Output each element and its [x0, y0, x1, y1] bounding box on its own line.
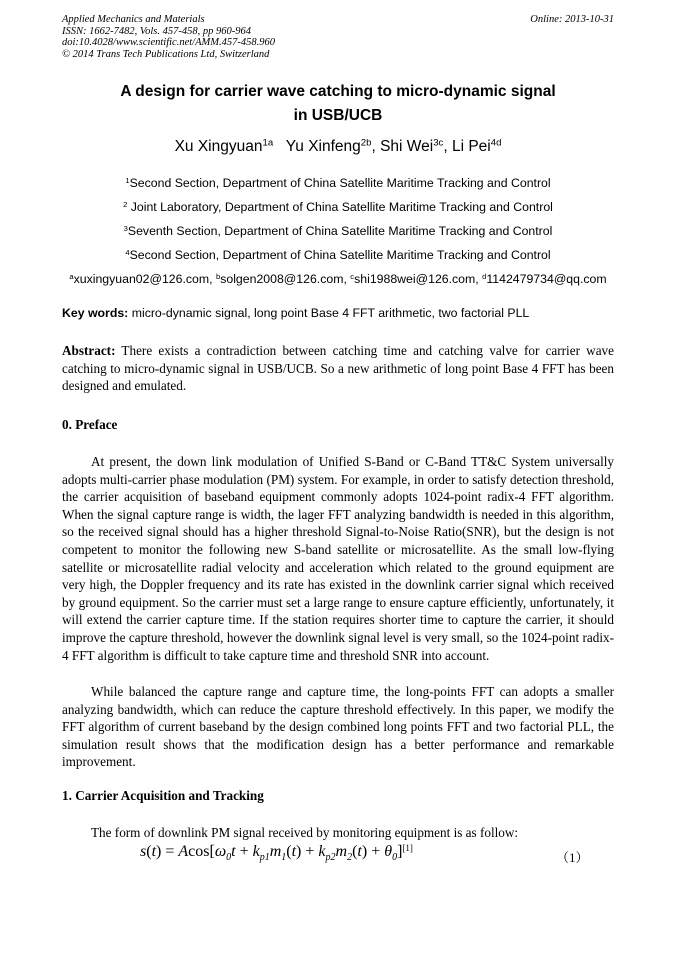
author: Xu Xingyuan$^{1a}$: [174, 137, 274, 155]
abstract-text: There exists a contradiction between catching time and catching valve for carrier wave catching to micro-dynamic signal in USB/UCB. So a new arithmetic of long point Base 4 FFT has been designed and emulated.: [62, 343, 614, 394]
online-date: Online: 2013-10-31: [530, 14, 614, 25]
issn-line: ISSN: 1662-7482, Vols. 457-458, pp 960-964: [62, 25, 251, 37]
section-heading-carrier: 1. Carrier Acquisition and Tracking: [62, 788, 264, 803]
paragraph: At present, the down link modulation of Unified S-Band or C-Band TT&C System universally adopts multi-carrier phase modulation (PM) system. For example, in order to satisfy detection threshold, the carrier acquisition of baseband equipment commonly adopts 1024-point radix-4 FFT algorithm. When the signal capture range is width, the lager FFT analyzing bandwidth is needed in this algorithm, so the received signal should has a higher threshold Signal-to-Noise Ratio(SNR), but the design is not competent to monitor the following new S-band satellite or microsatellite. As the small low-flying satellite or microsatellite radial velocity and acceleration which related to the ground equipment are very high, the Doppler frequency and its rate has existed in the downlink carrier signal which received by ground equipment. So the carrier must set a large range to ensure capture efficiently, unfortunately, it will extend the carrier capture time. If the station requires shorter time to capture the carrier, it should improve the capture threshold, however the downlink signal level is very small, so the 1024-point radix-4 FFT algorithm is difficult to take capture time and threshold SNR into account.: [62, 454, 614, 663]
paper-title: [62, 80, 614, 128]
keywords: [62, 306, 614, 320]
affiliation-4: $^4$Second Section, Department of China Satellite Maritime Tracking and Control: [125, 247, 551, 262]
keywords-text: micro-dynamic signal, long point Base 4 FFT arithmetic, two factorial PLL: [128, 306, 530, 320]
title-line-1: A design for carrier wave catching to micro-dynamic signal: [120, 83, 556, 100]
equation-citation[interactable]: [1]: [402, 843, 413, 854]
email-link[interactable]: solgen2008@126.com,: [220, 272, 351, 286]
copyright-line: © 2014 Trans Tech Publications Ltd, Switzerland: [62, 48, 270, 60]
equation-number: （1）: [556, 850, 589, 865]
paragraph: The form of downlink PM signal received by monitoring equipment is as follow:: [91, 825, 519, 840]
section-heading-preface: 0. Preface: [62, 417, 118, 432]
doi-line: doi:10.4028/www.scientific.net/AMM.457-458.960: [62, 37, 275, 48]
abstract: [62, 342, 614, 395]
author-list: Xu Xingyuan$^{1a}$ Yu Xinfeng$^{2b}$, Shi Wei$^{3c}$, Li Pei$^{4d}$: [174, 137, 502, 155]
abstract-label: Abstract:: [62, 343, 116, 358]
email-link[interactable]: shi1988wei@126.com,: [354, 272, 483, 286]
email-list: $^a$xuxingyuan02@126.com, $^b$solgen2008@126.com, $^c$shi1988wei@126.com, $^d$1142479734@qq.com: [69, 271, 607, 286]
title-line-2: in USB/UCB: [293, 107, 383, 124]
journal-header: [62, 14, 275, 60]
author: Shi Wei$^{3c}$: [380, 137, 444, 155]
keywords-label: Key words:: [62, 306, 129, 320]
author: Li Pei$^{4d}$: [451, 137, 502, 155]
affiliation-3: $^3$Seventh Section, Department of China Satellite Maritime Tracking and Control: [123, 223, 553, 238]
affiliation-1: $^1$Second Section, Department of China Satellite Maritime Tracking and Control: [125, 175, 551, 190]
affiliation-2: $^2$ Joint Laboratory, Department of China Satellite Maritime Tracking and Control: [123, 199, 553, 214]
paragraph: While balanced the capture range and capture time, the long-points FFT can adopts a smaller analyzing bandwidth, which can reduce the capture threshold effectively. In this paper, we modify the FFT algorithm of current baseband by the design combined long points FFT and two factorial PLL, the simulation result shows that the modification design has a better performance and remarkable improvement.: [62, 684, 614, 770]
email-link[interactable]: 1142479734@qq.com: [486, 272, 607, 286]
journal-name: Applied Mechanics and Materials: [62, 14, 205, 25]
equation-1: $s(t) = Acos[\omega_0t + k_{p1}m_1(t) + k_{p2}m_2(t) + \theta_0][1]$: [140, 843, 413, 864]
email-link[interactable]: xuxingyuan02@126.com,: [73, 272, 216, 286]
author: Yu Xinfeng$^{2b}$: [285, 137, 372, 155]
